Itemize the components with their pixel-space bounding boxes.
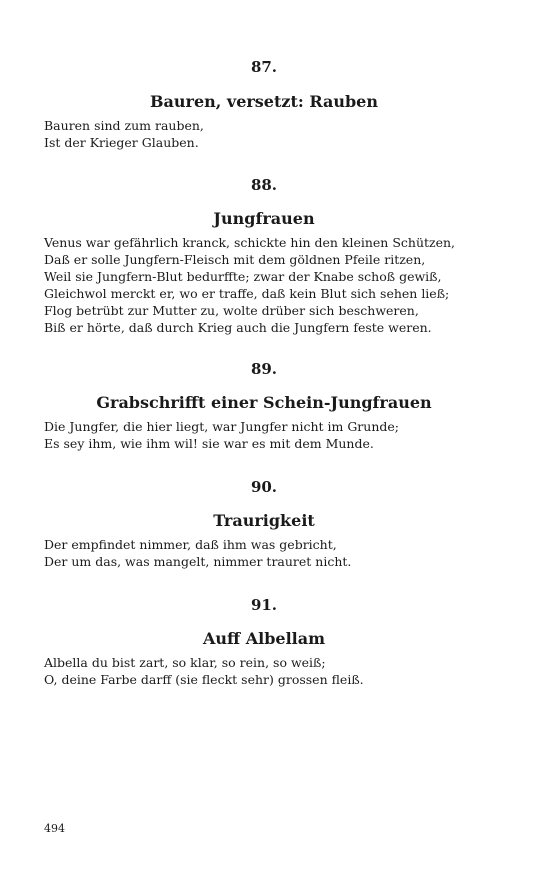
poem-number: 89.: [250, 360, 278, 378]
poem-line: Weil sie Jungfern-Blut bedurffte; zwar der Knabe schoß gewiß,: [44, 269, 442, 284]
poem-87: [44, 58, 484, 151]
poem-number: 91.: [250, 596, 278, 614]
poem-title: Jungfrauen: [213, 209, 315, 228]
poem-line: Gleichwol merckt er, wo er traffe, daß kein Blut sich sehen ließ;: [44, 286, 450, 301]
poem-text: [44, 117, 484, 151]
poem-title: Bauren, versetzt: Rauben: [149, 92, 378, 111]
poem-91: [44, 596, 484, 688]
poem-title: Grabschrifft einer Schein-Jungfrauen: [96, 393, 432, 412]
poem-89: [44, 360, 484, 452]
poem-number: 90.: [250, 478, 278, 496]
poem-line: O, deine Farbe darff (sie fleckt sehr) grossen fleiß.: [44, 672, 364, 687]
poem-number: 87.: [250, 58, 278, 76]
poem-90: [44, 478, 484, 570]
poem-line: Die Jungfer, die hier liegt, war Jungfer nicht im Grunde;: [44, 419, 399, 434]
poem-title: Auff Albellam: [202, 629, 326, 648]
poem-line: Es sey ihm, wie ihm wil! sie war es mit dem Munde.: [44, 436, 374, 451]
poem-line: Der um das, was mangelt, nimmer trauret nicht.: [44, 554, 352, 569]
poem-line: Flog betrübt zur Mutter zu, wolte drüber sich beschweren,: [44, 303, 419, 318]
poem-line: Ist der Krieger Glauben.: [44, 135, 199, 150]
poem-text: [44, 654, 484, 688]
poem-title: Traurigkeit: [213, 511, 315, 530]
poem-line: Der empfindet nimmer, daß ihm was gebricht,: [44, 537, 337, 552]
poem-line: Bauren sind zum rauben,: [44, 118, 204, 133]
page-number: 494: [44, 822, 65, 835]
poem-text: [44, 234, 484, 336]
poem-line: Biß er hörte, daß durch Krieg auch die Jungfern feste weren.: [44, 320, 432, 335]
poem-text: [44, 418, 484, 452]
poem-text: [44, 536, 484, 570]
poem-line: Albella du bist zart, so klar, so rein, so weiß;: [44, 655, 326, 670]
poem-line: Venus war gefährlich kranck, schickte hin den kleinen Schützen,: [44, 235, 456, 250]
poem-number: 88.: [250, 176, 278, 194]
poem-88: [44, 176, 484, 336]
poem-line: Daß er solle Jungfern-Fleisch mit dem göldnen Pfeile ritzen,: [44, 252, 426, 267]
